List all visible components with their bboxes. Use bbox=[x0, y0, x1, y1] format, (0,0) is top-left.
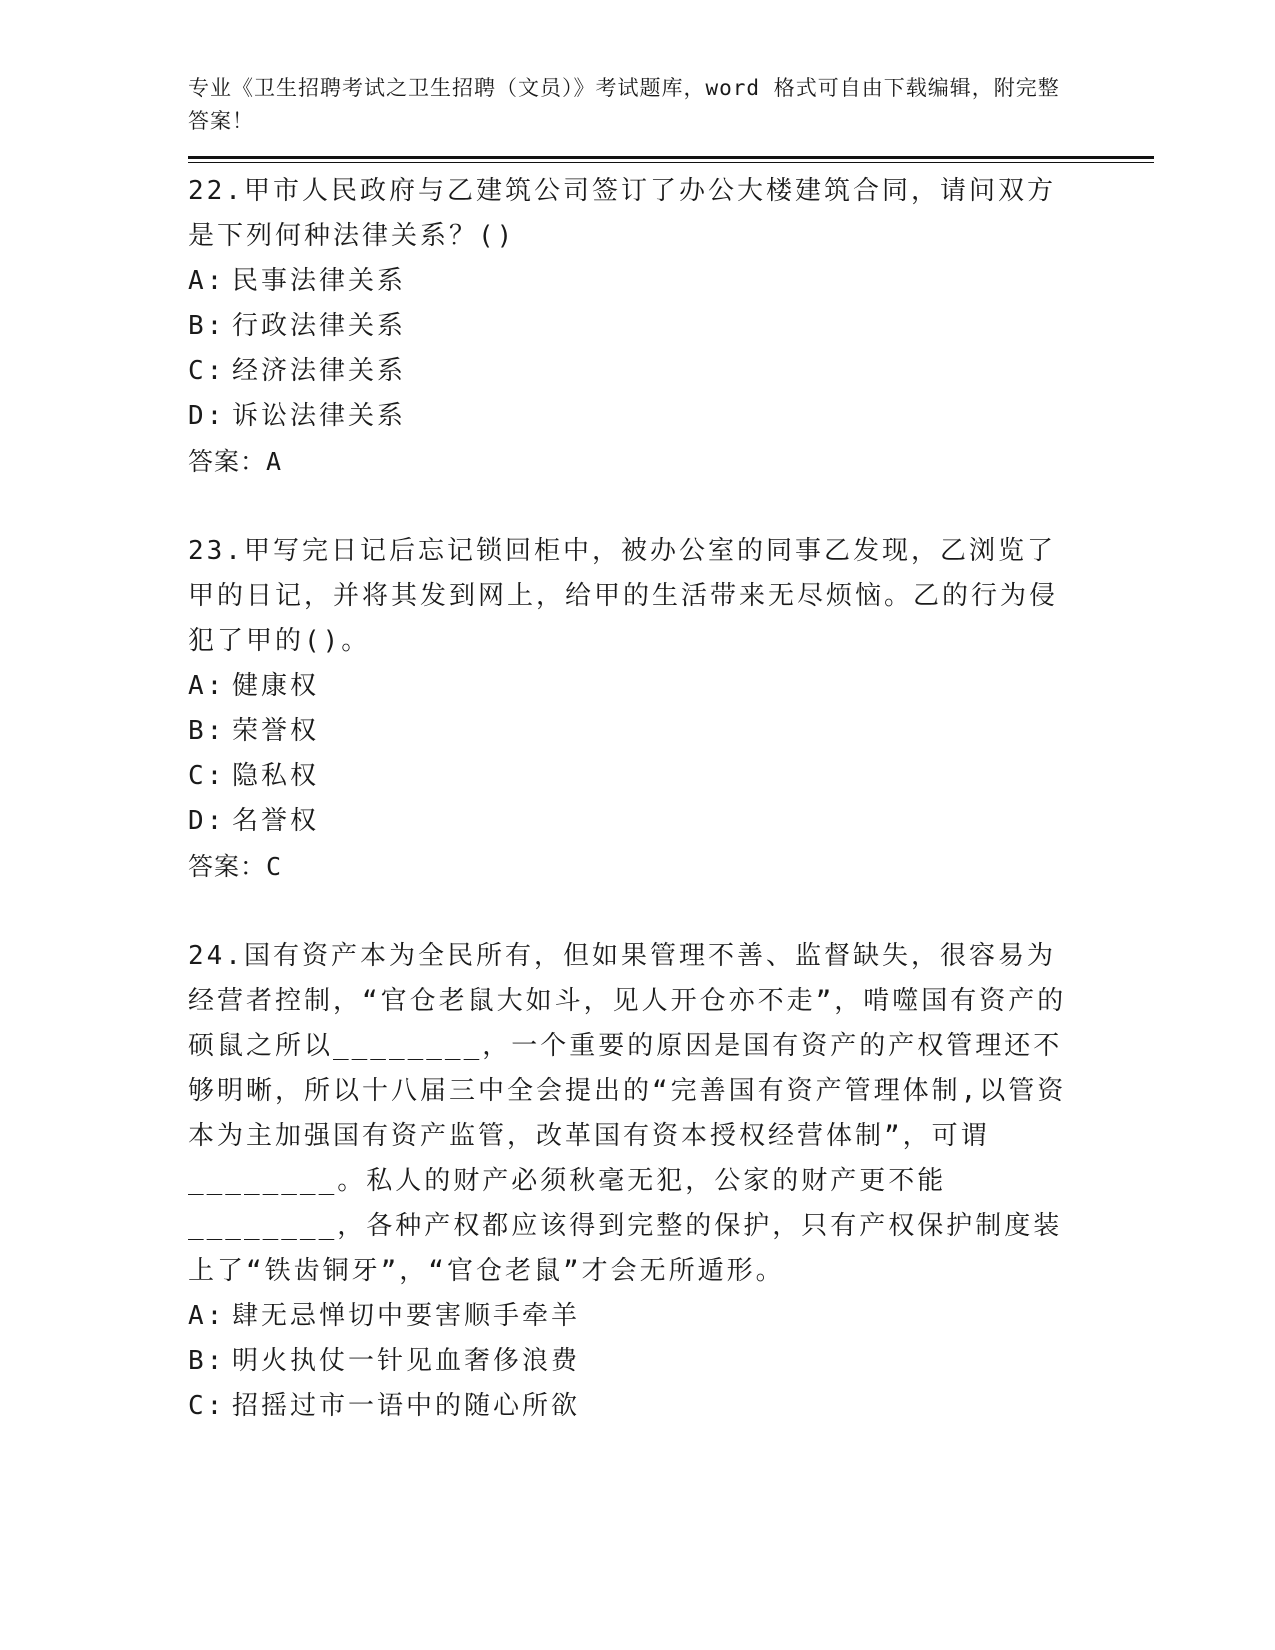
option-letter: C: bbox=[188, 356, 226, 386]
option-c bbox=[188, 754, 1078, 799]
question-stem: 24.国有资产本为全民所有，但如果管理不善、监督缺失，很容易为经营者控制，“官仓老鼠大如斗，见人开仓亦不走”，啃噬国有资产的硕鼠之所以________，一个重要的原因是国有资产的产权管理还不够明晰，所以十八届三中全会提出的“完善国有资产管理体制,以管资本为主加强国有资产监管，改革国有资本授权经营体制”，可谓________。私人的财产必须秋毫无犯，公家的财产更不能________，各种产权都应该得到完整的保护，只有产权保护制度装上了“铁齿铜牙”，“官仓老鼠”才会无所遁形。 bbox=[188, 941, 1067, 1286]
option-letter: A: bbox=[188, 1301, 226, 1331]
option-letter: D: bbox=[188, 401, 226, 431]
answer-line bbox=[188, 439, 1078, 484]
document-header: 专业《卫生招聘考试之卫生招聘（文员）》考试题库，word 格式可自由下载编辑，附完整答案！ bbox=[188, 76, 1060, 133]
option-letter: C: bbox=[188, 761, 226, 791]
option-a bbox=[188, 664, 1078, 709]
answer-label: 答案： bbox=[188, 447, 267, 476]
option-letter: D: bbox=[188, 806, 226, 836]
option-text: 健康权 bbox=[232, 671, 320, 701]
option-b bbox=[188, 709, 1078, 754]
option-letter: C: bbox=[188, 1391, 226, 1421]
option-a bbox=[188, 259, 1078, 304]
option-d bbox=[188, 799, 1078, 844]
answer-label: 答案： bbox=[188, 852, 267, 881]
option-b bbox=[188, 304, 1078, 349]
answer-value: A bbox=[266, 447, 283, 476]
question-24 bbox=[188, 934, 1078, 1429]
option-b bbox=[188, 1339, 1078, 1384]
option-letter: B: bbox=[188, 716, 226, 746]
option-a bbox=[188, 1294, 1078, 1339]
option-letter: B: bbox=[188, 1346, 226, 1376]
option-letter: B: bbox=[188, 311, 226, 341]
document-page bbox=[188, 72, 1154, 1429]
answer-value: C bbox=[266, 852, 283, 881]
option-text: 民事法律关系 bbox=[232, 266, 407, 296]
option-letter: A: bbox=[188, 671, 226, 701]
question-23 bbox=[188, 529, 1078, 889]
option-c bbox=[188, 1384, 1078, 1429]
option-text: 明火执仗一针见血奢侈浪费 bbox=[232, 1346, 581, 1376]
option-text: 招摇过市一语中的随心所欲 bbox=[232, 1391, 581, 1421]
option-text: 名誉权 bbox=[232, 806, 320, 836]
question-22 bbox=[188, 169, 1078, 484]
option-text: 行政法律关系 bbox=[232, 311, 407, 341]
option-d bbox=[188, 394, 1078, 439]
header-divider bbox=[188, 156, 1154, 163]
answer-line bbox=[188, 844, 1078, 889]
option-text: 肆无忌惮切中要害顺手牵羊 bbox=[232, 1301, 581, 1331]
question-stem: 23.甲写完日记后忘记锁回柜中，被办公室的同事乙发现，乙浏览了甲的日记，并将其发到网上，给甲的生活带来无尽烦恼。乙的行为侵犯了甲的()。 bbox=[188, 536, 1059, 656]
option-text: 经济法律关系 bbox=[232, 356, 407, 386]
option-c bbox=[188, 349, 1078, 394]
header-divider-thin bbox=[188, 162, 1154, 163]
header-divider-thick bbox=[188, 156, 1154, 159]
option-text: 隐私权 bbox=[232, 761, 320, 791]
question-stem: 22.甲市人民政府与乙建筑公司签订了办公大楼建筑合同，请问双方是下列何种法律关系？() bbox=[188, 176, 1056, 251]
option-letter: A: bbox=[188, 266, 226, 296]
option-text: 荣誉权 bbox=[232, 716, 320, 746]
option-text: 诉讼法律关系 bbox=[232, 401, 407, 431]
